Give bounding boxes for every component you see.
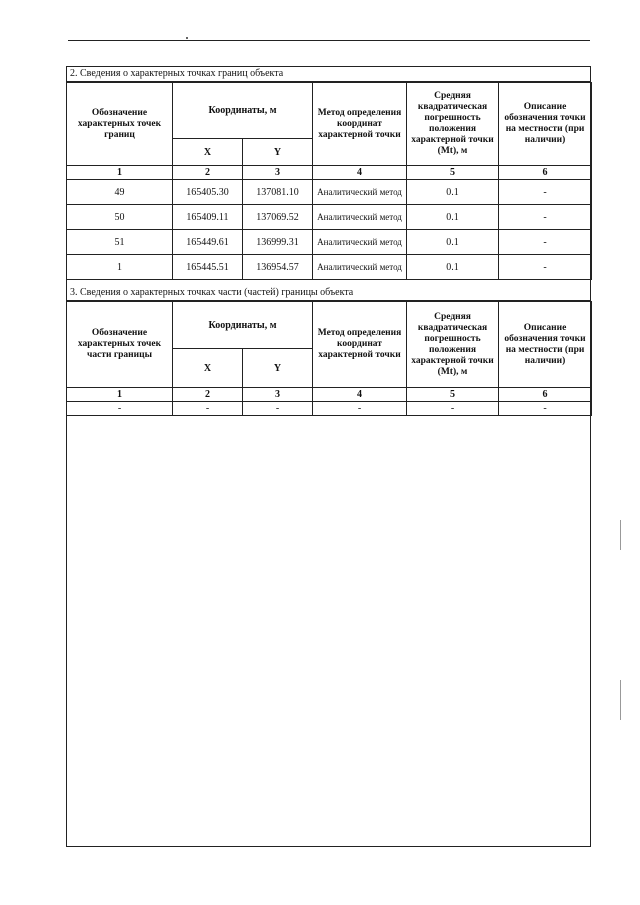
scan-edge-mark [620, 520, 621, 550]
section-3-table [66, 301, 592, 416]
cell-description: - [499, 205, 592, 230]
top-rule [68, 40, 590, 41]
table-header-row [67, 302, 592, 349]
cell-x: 165405.30 [173, 180, 243, 205]
header-x: X [173, 139, 243, 166]
cell-y: 136954.57 [243, 255, 313, 280]
section-2-table [66, 82, 592, 280]
header-designation: Обозначение характерных точек границ [67, 83, 173, 166]
column-number: 4 [313, 166, 407, 180]
cell-point: 51 [67, 230, 173, 255]
column-number: 1 [67, 388, 173, 402]
table-row [67, 402, 592, 416]
cell-x: 165449.61 [173, 230, 243, 255]
cell-description: - [499, 402, 592, 416]
header-y: Y [243, 349, 313, 388]
cell-method: Аналитический метод [313, 180, 407, 205]
cell-method: - [313, 402, 407, 416]
cell-point: 50 [67, 205, 173, 230]
column-number: 2 [173, 166, 243, 180]
header-error: Средняя квадратическая погрешность положения характерной точки (Mt), м [407, 302, 499, 388]
cell-error: 0.1 [407, 205, 499, 230]
column-number: 1 [67, 166, 173, 180]
cell-error: 0.1 [407, 230, 499, 255]
cell-x: 165409.11 [173, 205, 243, 230]
cell-point: - [67, 402, 173, 416]
column-number: 6 [499, 166, 592, 180]
header-coordinates: Координаты, м [173, 302, 313, 349]
column-number: 3 [243, 388, 313, 402]
header-method: Метод определения координат характерной точки [313, 83, 407, 166]
cell-method: Аналитический метод [313, 205, 407, 230]
document-frame [66, 66, 591, 847]
table-header-row [67, 83, 592, 139]
cell-description: - [499, 180, 592, 205]
section-2-title: 2. Сведения о характерных точках границ объекта [67, 67, 590, 82]
column-number: 5 [407, 388, 499, 402]
cell-x: 165445.51 [173, 255, 243, 280]
cell-x: - [173, 402, 243, 416]
table-row [67, 180, 592, 205]
column-number: 5 [407, 166, 499, 180]
table-row [67, 230, 592, 255]
header-method: Метод определения координат характерной точки [313, 302, 407, 388]
header-coordinates: Координаты, м [173, 83, 313, 139]
header-error: Средняя квадратическая погрешность положения характерной точки (Mt), м [407, 83, 499, 166]
scan-edge-mark [620, 680, 621, 720]
column-number: 6 [499, 388, 592, 402]
column-number: 4 [313, 388, 407, 402]
cell-error: 0.1 [407, 180, 499, 205]
column-number: 3 [243, 166, 313, 180]
cell-description: - [499, 230, 592, 255]
cell-error: - [407, 402, 499, 416]
cell-point: 1 [67, 255, 173, 280]
column-number-row [67, 388, 592, 402]
cell-error: 0.1 [407, 255, 499, 280]
cell-y: 136999.31 [243, 230, 313, 255]
header-x: X [173, 349, 243, 388]
table-row [67, 205, 592, 230]
column-number-row [67, 166, 592, 180]
cell-method: Аналитический метод [313, 230, 407, 255]
cell-y: 137069.52 [243, 205, 313, 230]
header-description: Описание обозначения точки на местности (при наличии) [499, 83, 592, 166]
cell-y: 137081.10 [243, 180, 313, 205]
header-y: Y [243, 139, 313, 166]
cell-description: - [499, 255, 592, 280]
cell-point: 49 [67, 180, 173, 205]
scan-speck [186, 37, 188, 39]
section-3-title: 3. Сведения о характерных точках части (частей) границы объекта [67, 286, 590, 301]
header-designation: Обозначение характерных точек части границы [67, 302, 173, 388]
column-number: 2 [173, 388, 243, 402]
cell-method: Аналитический метод [313, 255, 407, 280]
table-row [67, 255, 592, 280]
header-description: Описание обозначения точки на местности (при наличии) [499, 302, 592, 388]
cell-y: - [243, 402, 313, 416]
